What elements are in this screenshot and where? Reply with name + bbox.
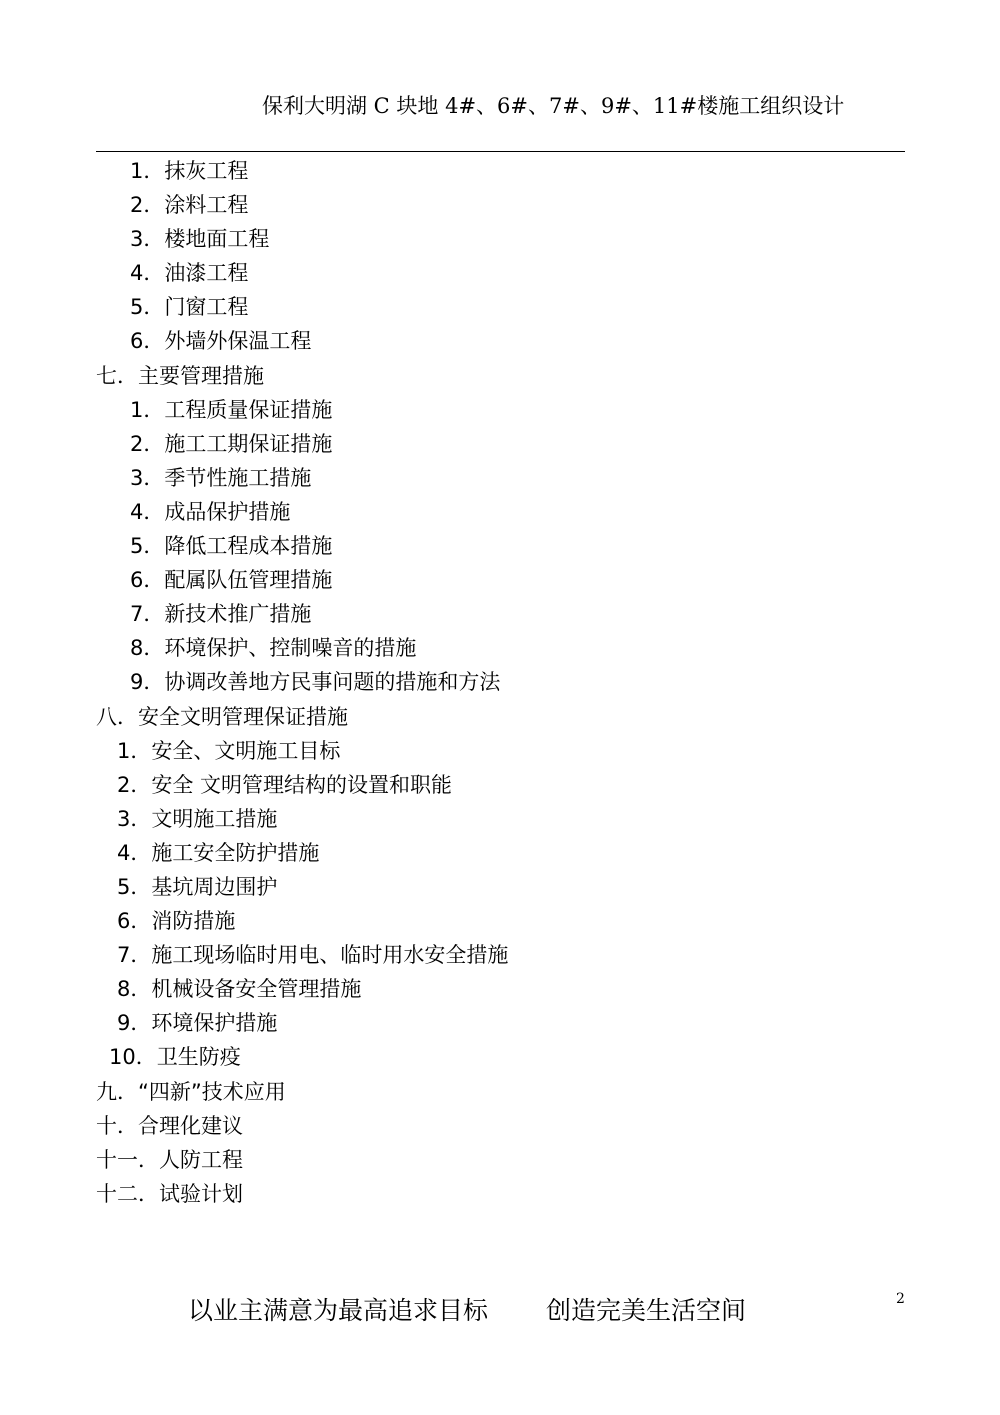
footer-motto-left: 以业主满意为最高追求目标 — [188, 1296, 489, 1325]
header-divider — [96, 151, 905, 152]
toc-item: 4．成品保护措施 — [130, 499, 291, 524]
toc-item: 2．安全 文明管理结构的设置和职能 — [117, 772, 453, 797]
toc-item: 9．环境保护措施 — [117, 1011, 278, 1036]
toc-item: 1．安全、文明施工目标 — [117, 738, 341, 763]
toc-item: 8．环境保护、控制噪音的措施 — [130, 636, 417, 661]
toc-section-heading: 十．合理化建议 — [96, 1113, 243, 1138]
toc-item: 1．工程质量保证措施 — [130, 397, 333, 422]
toc-section-heading: 十一．人防工程 — [96, 1147, 243, 1172]
toc-section-heading: 七．主要管理措施 — [96, 363, 264, 388]
toc-item: 5．门窗工程 — [130, 295, 249, 320]
toc-item: 8．机械设备安全管理措施 — [117, 977, 362, 1002]
footer-motto-right: 创造完美生活空间 — [546, 1296, 747, 1325]
page-number: 2 — [896, 1291, 905, 1307]
toc-item: 4．油漆工程 — [130, 261, 249, 286]
toc-item: 3．文明施工措施 — [117, 806, 278, 831]
footer-motto — [188, 1292, 746, 1330]
toc-item: 10．卫生防疫 — [109, 1045, 241, 1070]
toc-item: 5．降低工程成本措施 — [130, 534, 333, 559]
toc-item: 7．施工现场临时用电、临时用水安全措施 — [117, 943, 509, 968]
toc-item: 3．楼地面工程 — [130, 227, 270, 252]
toc-item: 7．新技术推广措施 — [130, 602, 312, 627]
toc-item: 4．施工安全防护措施 — [117, 840, 320, 865]
toc-section-heading: 八．安全文明管理保证措施 — [96, 704, 348, 729]
table-of-contents — [96, 154, 916, 1211]
toc-item: 6．外墙外保温工程 — [130, 329, 312, 354]
toc-item: 1．抹灰工程 — [130, 159, 249, 183]
toc-item: 3．季节性施工措施 — [130, 465, 312, 490]
toc-section-heading: 九．“四新”技术应用 — [96, 1079, 286, 1104]
toc-section-heading: 十二．试验计划 — [96, 1181, 243, 1206]
toc-item: 2．涂料工程 — [130, 193, 249, 218]
page-header-title: 保利大明湖 C 块地 4#、6#、7#、9#、11#楼施工组织设计 — [262, 94, 845, 118]
toc-item: 2．施工工期保证措施 — [130, 431, 333, 456]
toc-item: 6．配属队伍管理措施 — [130, 568, 333, 593]
toc-item: 6．消防措施 — [117, 909, 236, 934]
toc-item: 5．基坑周边围护 — [117, 874, 278, 899]
toc-item: 9．协调改善地方民事问题的措施和方法 — [130, 670, 501, 695]
